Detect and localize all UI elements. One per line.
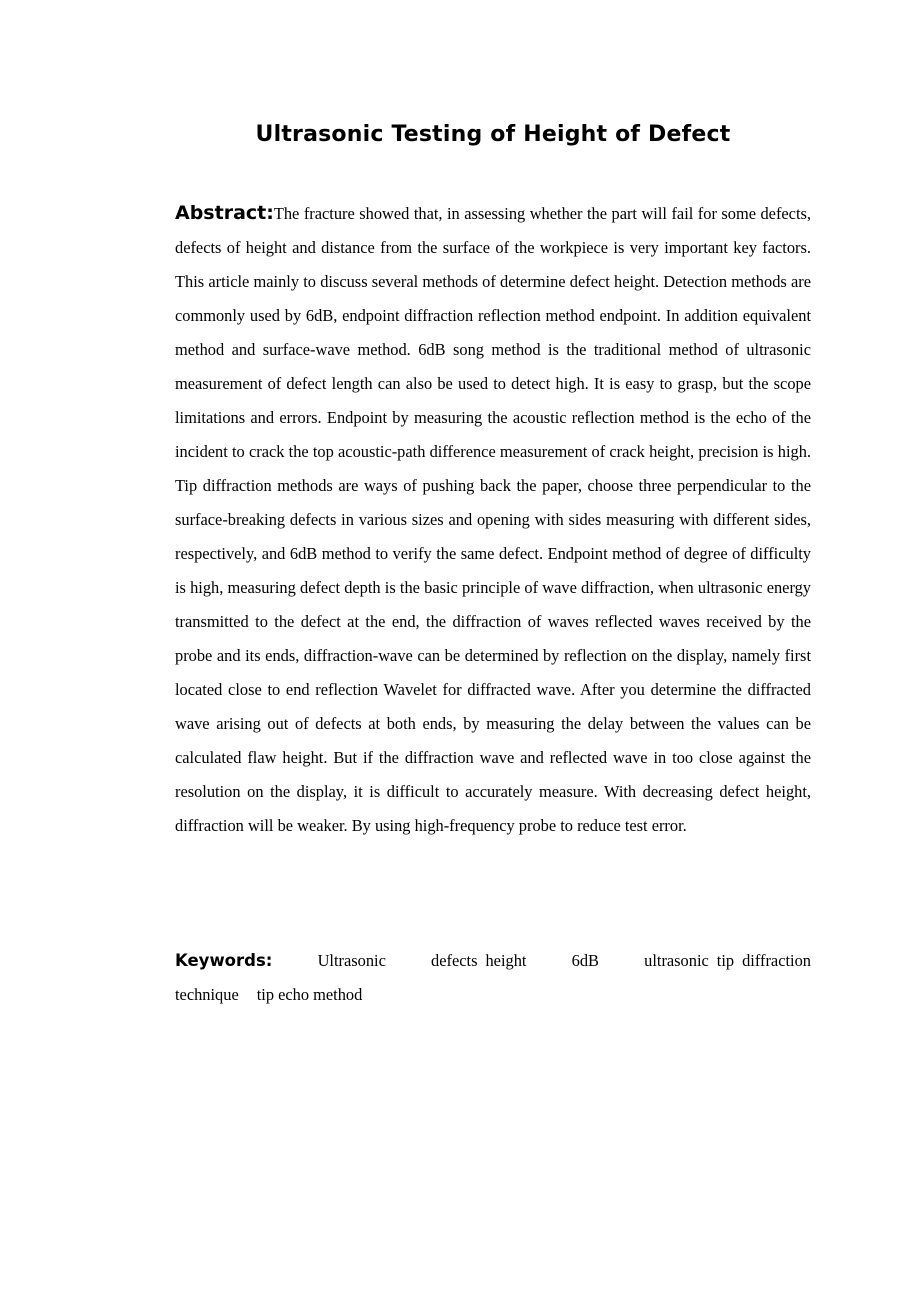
keywords-section: [175, 944, 811, 1012]
keyword-item: height: [485, 951, 527, 970]
abstract-label: Abstract:: [175, 202, 274, 224]
keywords-label: Keywords:: [175, 951, 273, 970]
keyword-item: Ultrasonic: [317, 951, 386, 970]
keyword-item: tip: [716, 951, 735, 970]
paper-title: Ultrasonic Testing of Height of Defect: [255, 122, 731, 147]
keyword-item: ultrasonic: [644, 951, 709, 970]
keyword-item: technique: [175, 985, 239, 1004]
abstract-text: The fracture showed that, in assessing whether the part will fail for some defects, defects of height and distance from the surface of the workpiece is very important key factors. This article mainly to discuss several methods of determine defect height. Detection methods are commonly used by 6dB, endpoint diffraction reflection method endpoint. In addition equivalent method and surface-wave method. 6dB song method is the traditional method of ultrasonic measurement of defect length can also be used to detect high. It is easy to grasp, but the scope limitations and errors. Endpoint by measuring the acoustic reflection method is the echo of the incident to crack the top acoustic-path difference measurement of crack height, precision is high. Tip diffraction methods are ways of pushing back the paper, choose three perpendicular to the surface-breaking defects in various sizes and opening with sides measuring with different sides, respectively, and 6dB method to verify the same defect. Endpoint method of degree of difficulty is high, measuring defect depth is the basic principle of wave diffraction, when ultrasonic energy transmitted to the defect at the end, the diffraction of waves reflected waves received by the probe and its ends, diffraction-wave can be determined by reflection on the display, namely first located close to end reflection Wavelet for diffracted wave. After you determine the diffracted wave arising out of defects at both ends, by measuring the delay between the values can be calculated flaw height. But if the diffraction wave and reflected wave in too close against the resolution on the display, it is difficult to accurately measure. With decreasing defect height, diffraction will be weaker. By using high-frequency probe to reduce test error.: [175, 204, 811, 835]
keywords-line-2: [175, 978, 811, 1012]
abstract-paragraph: [175, 196, 811, 843]
keywords-line-1: [175, 944, 811, 978]
keyword-item: diffraction: [742, 951, 811, 970]
keyword-group: [431, 944, 526, 978]
keyword-item: tip echo method: [256, 985, 363, 1004]
keyword-item: defects: [431, 951, 478, 970]
keyword-group: [644, 944, 811, 978]
keyword-item: 6dB: [571, 951, 599, 970]
